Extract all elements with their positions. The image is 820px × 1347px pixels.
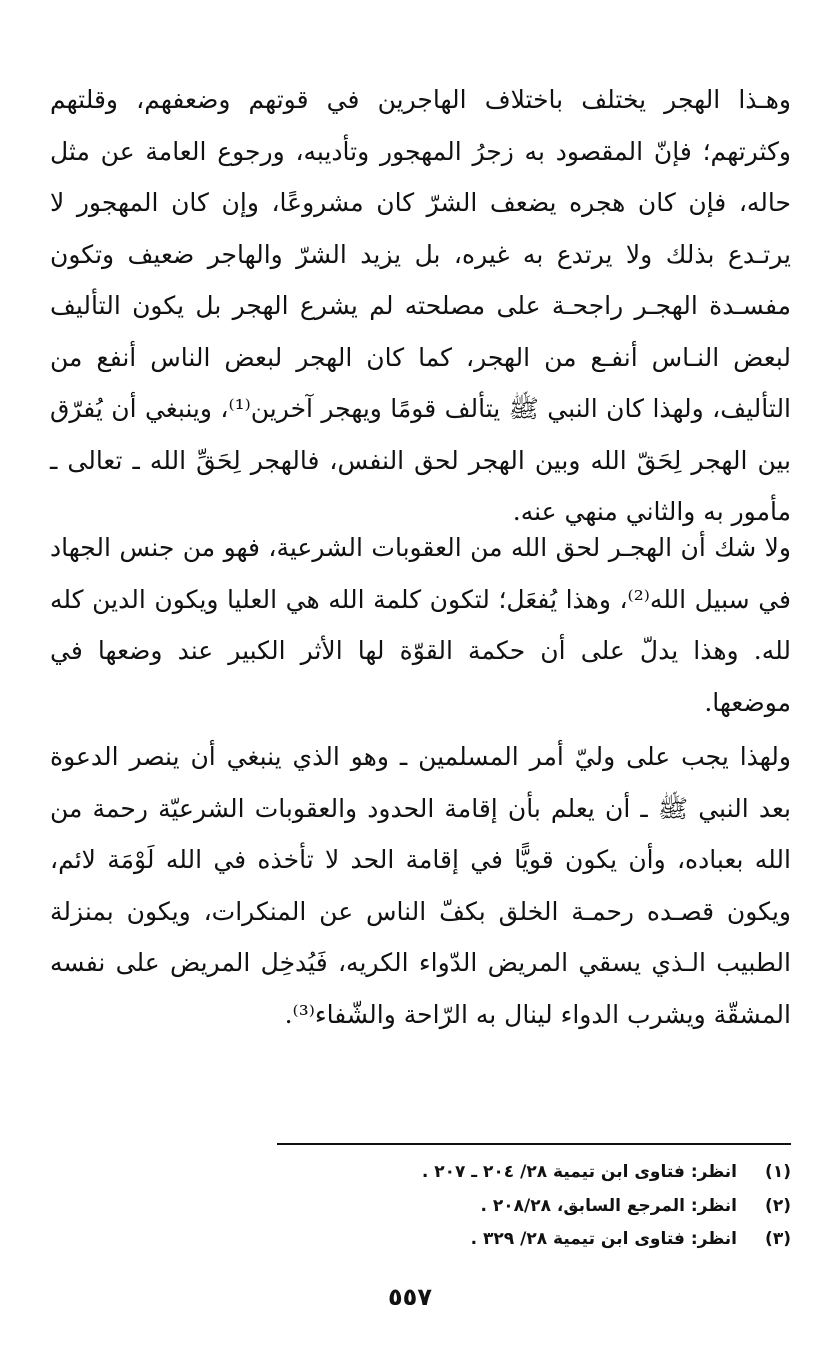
footnote (200, 1157, 791, 1187)
body-paragraph: وهـذا الهجر يختلف باختلاف الهاجرين في قوتهم وضعفهم، وقلتهم وكثرتهم؛ فإنّ المقصود به زجرُ المهجور وتأديبه، ورجوع العامة عن مثل حاله، فإن كان هجره يضعف الشرّ كان مشروعًا، وإن كان المهجور لا يرتـدع بذلك ولا يرتدع به غيره، بل يزيد الشرّ والهاجر ضعيف وتكون مفسـدة الهجـر راجحـة على مصلحته لم يشرع الهجر بل يكون التأليف لبعض النـاس أنفـع من الهجر، كما كان الهجر لبعض الناس أنفع من التأليف، ولهذا كان النبي ﷺ يتألف قومًا ويهجر آخرين⁽¹⁾، وينبغي أن يُفرّق بين الهجر لِحَقّ الله وبين الهجر لحق النفس، فالهجر لِحَقِّ الله ـ تعالى ـ مأمور به والثاني منهي عنه. (50, 85, 792, 526)
footnote (200, 1191, 791, 1221)
footnote (200, 1224, 791, 1254)
footnote-number: (٢) (765, 1196, 791, 1216)
page-number: ٥٥٧ (388, 1283, 432, 1311)
footnote-number: (٣) (765, 1229, 791, 1249)
footnote-text: انظر: فتاوى ابن تيمية ٢٨/ ٣٢٩ . (470, 1229, 737, 1249)
body-paragraph: ولا شك أن الهجـر لحق الله من العقوبات الشرعية، فهو من جنس الجهاد في سبيل الله⁽²⁾، وهذا يُفعَل؛ لتكون كلمة الله هي العليا ويكون الدين كله لله. وهذا يدلّ على أن حكمة القوّة لها الأثر الكبير عند وضعها في موضعها. (50, 533, 791, 717)
body-paragraph: ولهذا يجب على وليّ أمر المسلمين ـ وهو الذي ينبغي أن ينصر الدعوة بعد النبي ﷺ ـ أن يعلم بأن إقامة الحدود والعقوبات الشرعيّة رحمة من الله بعباده، وأن يكون قويًّا في إقامة الحد لا تأخذه في الله لَوْمَة لائم، ويكون قصـده رحمـة الخلق بكفّ الناس عن المنكرات، ويكون بمنزلة الطبيب الـذي يسقي المريض الدّواء الكريه، فَيُدخِل المريض على نفسه المشقّة ويشرب الدواء لينال به الرّاحة والشّفاء⁽³⁾. (50, 742, 791, 1029)
footnote-separator (277, 1143, 791, 1145)
footnote-number: (١) (765, 1162, 791, 1182)
footnote-text: انظر: فتاوى ابن تيمية ٢٨/ ٢٠٤ ـ ٢٠٧ . (421, 1162, 737, 1182)
footnote-text: انظر: المرجع السابق، ٢٠٨/٢٨ . (480, 1196, 737, 1216)
